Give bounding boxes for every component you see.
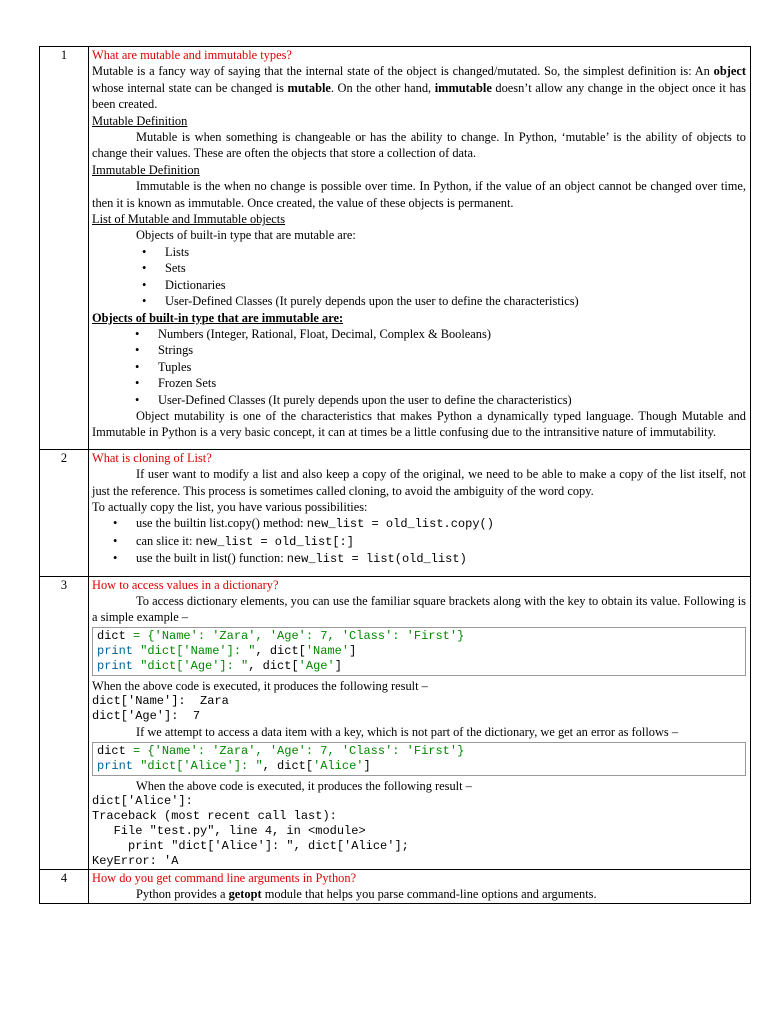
code-output: dict['Name']: Zara [92,694,229,709]
question-title: What is cloning of List? [92,450,212,465]
spacer [92,441,746,449]
code-output: dict['Alice']: [92,794,193,809]
mutable-definition-text: Mutable is when something is changeable or has the ability to change. In Python, ‘mutable’ is the ability of objects to change their values. These are often the objects that store a collection of data. [92,130,746,161]
code-block: dict = {'Name': 'Zara', 'Age': 7, 'Class': 'First'} print "dict['Alice']: ", dict['Alice'] [92,742,746,776]
copy-methods-list [92,515,746,567]
answer-cell [89,47,751,450]
list-item: • Lists [165,244,746,260]
code-output: print "dict['Alice']: ", dict['Alice']; [92,839,409,854]
code-snippet: new_list = list(old_list) [286,552,467,567]
list-item: • Sets [165,260,746,276]
list-item: • User-Defined Classes (It purely depends upon the user to define the characteristics) [158,392,746,408]
code-output: Traceback (most recent call last): [92,809,337,824]
table-row [40,576,751,869]
immutable-list-heading: Objects of built-in type that are immutable are: [92,310,344,325]
immutable-definition-heading: Immutable Definition [92,162,200,177]
answer-cell [89,576,751,869]
closing-paragraph: Object mutability is one of the characteristics that makes Python a dynamically typed language. Though Mutable and Immutable in Python is a very basic concept, it can at times be a little confusing due to the intransitive nature of immutability. [92,408,746,440]
list-item: • User-Defined Classes (It purely depends upon the user to define the characteristics) [165,293,746,309]
row-number: 3 [40,576,89,869]
immutable-list [92,326,746,408]
list-item: • use the builtin list.copy() method: new_list = old_list.copy() [136,515,746,532]
code-output: dict['Age']: 7 [92,709,201,724]
question-title: What are mutable and immutable types? [92,48,292,62]
list-item: • Tuples [158,359,746,375]
mutable-definition-heading: Mutable Definition [92,113,188,128]
code-output: File "test.py", line 4, in <module> [92,824,366,839]
question-title: How do you get command line arguments in Python? [92,871,357,886]
table-row [40,449,751,576]
list-item: • Dictionaries [165,277,746,293]
code-output: KeyError: 'A [92,854,179,869]
mutable-list [92,244,746,310]
list-item: • can slice it: new_list = old_list[:] [136,533,746,550]
row-number: 2 [40,449,89,576]
spacer [92,568,746,576]
list-heading: List of Mutable and Immutable objects [92,212,286,227]
mutable-list-intro: Objects of built-in type that are mutable are: [136,228,356,243]
error-paragraph: If we attempt to access a data item with a key, which is not part of the dictionary, we get an error as follows – [136,725,679,740]
qa-table [39,46,751,904]
code-snippet: new_list = old_list.copy() [306,517,494,532]
answer-cell [89,870,751,904]
immutable-definition-text: Immutable is the when no change is possible over time. In Python, if the value of an object cannot be changed over time, then it is known as immutable. Once created, the value of these objects is permanent. [92,179,746,210]
cloning-paragraph: If user want to modify a list and also keep a copy of the original, we need to be able to make a copy of the list itself, not just the reference. This process is sometimes called cloning, to avoid the ambiguity of the word copy. [92,467,746,498]
row-number: 1 [40,47,89,450]
code-block: dict = {'Name': 'Zara', 'Age': 7, 'Class': 'First'} print "dict['Name']: ", dict['Name'] print "dict['Age']: ", dict['Age'] [92,627,746,676]
result-intro: When the above code is executed, it produces the following result – [136,778,472,793]
list-item: • Strings [158,342,746,358]
copy-intro: To actually copy the list, you have various possibilities: [92,499,368,514]
result-intro: When the above code is executed, it produces the following result – [92,678,428,693]
table-row [40,47,751,450]
answer-cell [89,449,751,576]
intro-paragraph: Mutable is a fancy way of saying that the internal state of the object is changed/mutated. So, the simplest definition is: An object whose internal state can be changed is mutable. On the other hand, immutable doesn’t allow any change in the object once it has been created. [92,64,746,112]
list-item: • Numbers (Integer, Rational, Float, Decimal, Complex & Booleans) [158,326,746,342]
question-title: How to access values in a dictionary? [92,577,279,592]
dict-access-paragraph: To access dictionary elements, you can use the familiar square brackets along with the key to obtain its value. Following is a simple example – [92,594,746,625]
code-snippet: new_list = old_list[:] [195,534,354,549]
table-row [40,870,751,904]
getopt-paragraph: Python provides a getopt module that helps you parse command-line options and arguments. [136,887,597,902]
list-item: • Frozen Sets [158,375,746,391]
row-number: 4 [40,870,89,904]
list-item: • use the built in list() function: new_list = list(old_list) [136,550,746,567]
